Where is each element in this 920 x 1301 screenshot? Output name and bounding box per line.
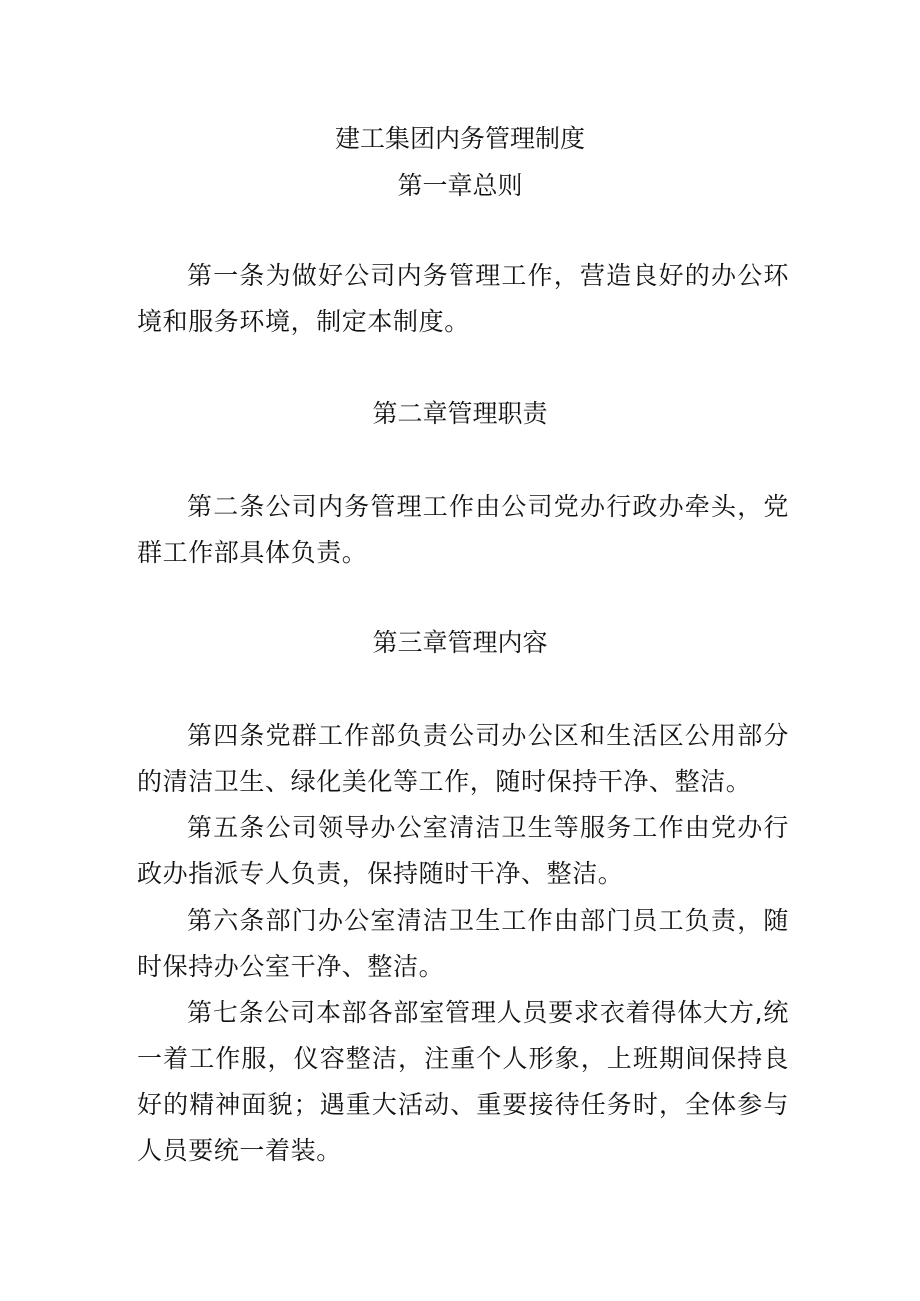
chapter-heading: 第一章总则 (397, 171, 523, 200)
chapter-heading: 第二章管理职责 (372, 399, 548, 428)
chapter-heading: 第三章管理内容 (372, 628, 548, 657)
article-paragraph: 第五条公司领导办公室清洁卫生等服务工作由党办行政办指派专人负责，保持随时干净、整洁。 (137, 813, 789, 888)
article-paragraph: 第一条为做好公司内务管理工作，营造良好的办公环境和服务环境，制定本制度。 (137, 261, 789, 336)
article-paragraph: 第七条公司本部各部室管理人员要求衣着得体大方,统一着工作服，仪容整洁，注重个人形象，上班期间保持良好的精神面貌；遇重大活动、重要接待任务时，全体参与人员要统一着装。 (137, 998, 789, 1165)
article-paragraph: 第四条党群工作部负责公司办公区和生活区公用部分的清洁卫生、绿化美化等工作，随时保持干净、整洁。 (137, 721, 789, 796)
article-paragraph: 第六条部门办公室清洁卫生工作由部门员工负责，随时保持办公室干净、整洁。 (137, 906, 789, 981)
document-title: 建工集团内务管理制度 (334, 124, 585, 153)
article-paragraph: 第二条公司内务管理工作由公司党办行政办牵头，党群工作部具体负责。 (137, 492, 789, 567)
